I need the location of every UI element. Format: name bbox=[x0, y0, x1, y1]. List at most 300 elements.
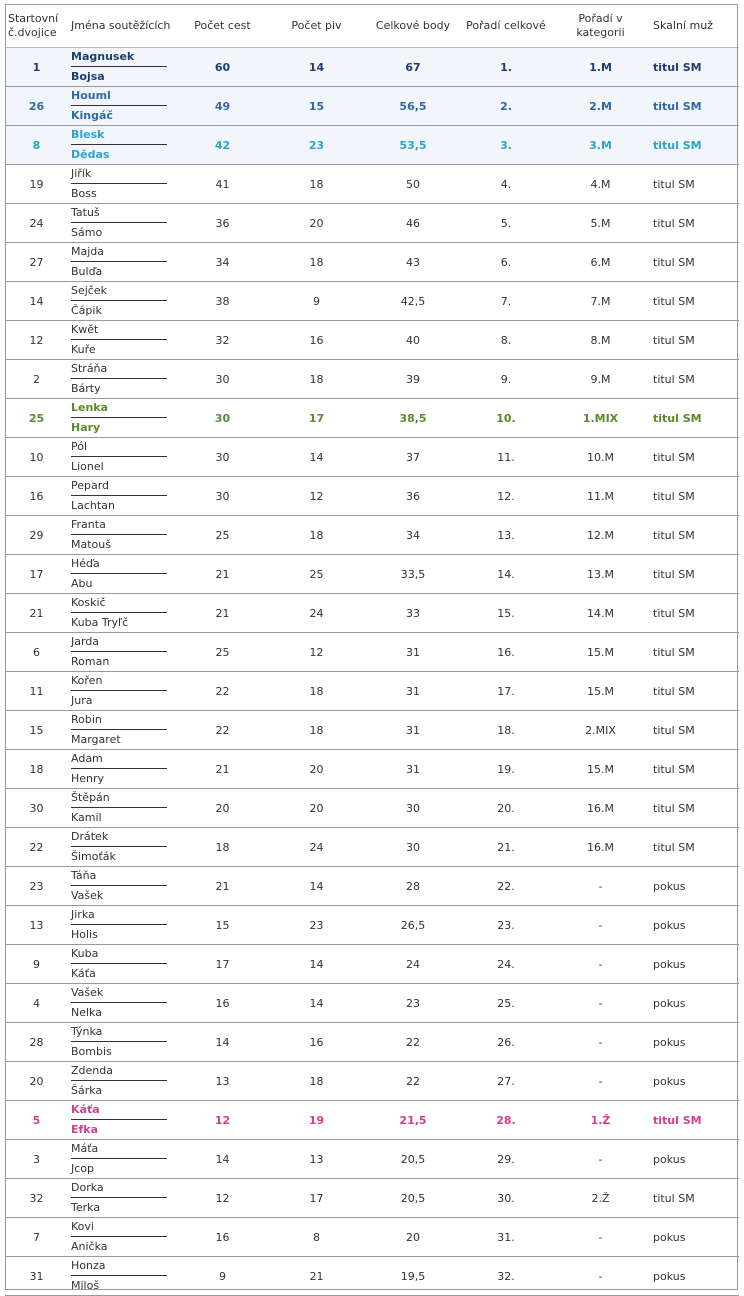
team-names bbox=[68, 906, 177, 945]
beers-count: 15 bbox=[268, 87, 365, 126]
contestant-name-1: Héďa bbox=[71, 555, 167, 574]
contestant-name-1: Blesk bbox=[71, 126, 167, 145]
trips-count: 41 bbox=[177, 165, 268, 204]
team-names bbox=[68, 1218, 177, 1257]
contestant-name-2: Kuba Tryľč bbox=[71, 616, 129, 629]
rock-man-status: pokus bbox=[650, 1062, 739, 1101]
overall-rank: 6. bbox=[461, 243, 551, 282]
overall-rank: 15. bbox=[461, 594, 551, 633]
beers-count: 14 bbox=[268, 48, 365, 87]
team-names bbox=[68, 204, 177, 243]
overall-rank: 25. bbox=[461, 984, 551, 1023]
overall-rank: 5. bbox=[461, 204, 551, 243]
category-rank: 15.M bbox=[551, 633, 650, 672]
trips-count: 21 bbox=[177, 594, 268, 633]
overall-rank: 19. bbox=[461, 750, 551, 789]
contestant-name-1: Jirka bbox=[71, 906, 167, 925]
trips-count: 36 bbox=[177, 204, 268, 243]
category-rank: - bbox=[551, 1023, 650, 1062]
contestant-name-2: Hary bbox=[71, 421, 101, 434]
category-rank: - bbox=[551, 906, 650, 945]
team-names bbox=[68, 828, 177, 867]
beers-count: 16 bbox=[268, 321, 365, 360]
rock-man-status: pokus bbox=[650, 906, 739, 945]
total-points: 46 bbox=[365, 204, 461, 243]
contestant-name-2: Boss bbox=[71, 187, 97, 200]
overall-rank: 18. bbox=[461, 711, 551, 750]
overall-rank: 12. bbox=[461, 477, 551, 516]
contestant-name-2: Kuře bbox=[71, 343, 96, 356]
category-rank: 1.Ž bbox=[551, 1101, 650, 1140]
table-row bbox=[5, 477, 739, 516]
start-number: 13 bbox=[5, 906, 68, 945]
rock-man-status: pokus bbox=[650, 984, 739, 1023]
overall-rank: 9. bbox=[461, 360, 551, 399]
total-points: 40 bbox=[365, 321, 461, 360]
category-rank: - bbox=[551, 945, 650, 984]
category-rank: 1.MIX bbox=[551, 399, 650, 438]
contestant-name-1: Dorka bbox=[71, 1179, 167, 1198]
trips-count: 16 bbox=[177, 1218, 268, 1257]
overall-rank: 20. bbox=[461, 789, 551, 828]
contestant-name-2: Miloš bbox=[71, 1279, 100, 1292]
contestant-name-1: Pepard bbox=[71, 477, 167, 496]
table-row bbox=[5, 1257, 739, 1296]
beers-count: 14 bbox=[268, 984, 365, 1023]
rock-man-status: pokus bbox=[650, 1218, 739, 1257]
start-number: 32 bbox=[5, 1179, 68, 1218]
table-row bbox=[5, 1218, 739, 1257]
team-names bbox=[68, 1023, 177, 1062]
trips-count: 32 bbox=[177, 321, 268, 360]
table-row bbox=[5, 87, 739, 126]
rock-man-status: pokus bbox=[650, 1140, 739, 1179]
start-number: 1 bbox=[5, 48, 68, 87]
beers-count: 17 bbox=[268, 1179, 365, 1218]
contestant-name-2: Sámo bbox=[71, 226, 103, 239]
category-rank: 16.M bbox=[551, 789, 650, 828]
beers-count: 12 bbox=[268, 633, 365, 672]
table-row bbox=[5, 48, 739, 87]
contestant-name-1: Zdenda bbox=[71, 1062, 167, 1081]
overall-rank: 11. bbox=[461, 438, 551, 477]
table-row bbox=[5, 282, 739, 321]
contestant-name-1: Máťa bbox=[71, 1140, 167, 1159]
team-names bbox=[68, 555, 177, 594]
overall-rank: 28. bbox=[461, 1101, 551, 1140]
contestant-name-2: Jura bbox=[71, 694, 93, 707]
table-row bbox=[5, 906, 739, 945]
total-points: 20,5 bbox=[365, 1140, 461, 1179]
team-names bbox=[68, 321, 177, 360]
trips-count: 30 bbox=[177, 477, 268, 516]
trips-count: 14 bbox=[177, 1140, 268, 1179]
trips-count: 15 bbox=[177, 906, 268, 945]
beers-count: 12 bbox=[268, 477, 365, 516]
contestant-name-2: Terka bbox=[71, 1201, 101, 1214]
start-number: 17 bbox=[5, 555, 68, 594]
rock-man-status: pokus bbox=[650, 1023, 739, 1062]
rock-man-status: titul SM bbox=[650, 360, 739, 399]
contestant-name-1: Honza bbox=[71, 1257, 167, 1276]
overall-rank: 7. bbox=[461, 282, 551, 321]
total-points: 19,5 bbox=[365, 1257, 461, 1296]
category-rank: 2.M bbox=[551, 87, 650, 126]
rock-man-status: titul SM bbox=[650, 204, 739, 243]
contestant-name-2: Jcop bbox=[71, 1162, 95, 1175]
total-points: 53,5 bbox=[365, 126, 461, 165]
trips-count: 25 bbox=[177, 633, 268, 672]
overall-rank: 26. bbox=[461, 1023, 551, 1062]
rock-man-status: titul SM bbox=[650, 165, 739, 204]
rock-man-status: titul SM bbox=[650, 1101, 739, 1140]
team-names bbox=[68, 87, 177, 126]
contestant-name-1: Štěpán bbox=[71, 789, 167, 808]
start-number: 16 bbox=[5, 477, 68, 516]
team-names bbox=[68, 360, 177, 399]
category-rank: - bbox=[551, 1257, 650, 1296]
contestant-name-1: Jarda bbox=[71, 633, 167, 652]
overall-rank: 13. bbox=[461, 516, 551, 555]
category-rank: - bbox=[551, 1140, 650, 1179]
table-row bbox=[5, 828, 739, 867]
rock-man-status: titul SM bbox=[650, 438, 739, 477]
category-rank: 2.Ž bbox=[551, 1179, 650, 1218]
category-rank: 6.M bbox=[551, 243, 650, 282]
contestant-name-2: Margaret bbox=[71, 733, 121, 746]
overall-rank: 8. bbox=[461, 321, 551, 360]
table-row bbox=[5, 165, 739, 204]
contestant-name-1: Táňa bbox=[71, 867, 167, 886]
beers-count: 20 bbox=[268, 204, 365, 243]
start-number: 6 bbox=[5, 633, 68, 672]
total-points: 24 bbox=[365, 945, 461, 984]
beers-count: 13 bbox=[268, 1140, 365, 1179]
category-rank: 5.M bbox=[551, 204, 650, 243]
rock-man-status: titul SM bbox=[650, 594, 739, 633]
overall-rank: 17. bbox=[461, 672, 551, 711]
trips-count: 20 bbox=[177, 789, 268, 828]
contestant-name-2: Kingáč bbox=[71, 109, 113, 122]
contestant-name-2: Bombis bbox=[71, 1045, 112, 1058]
trips-count: 25 bbox=[177, 516, 268, 555]
overall-rank: 32. bbox=[461, 1257, 551, 1296]
team-names bbox=[68, 1062, 177, 1101]
total-points: 22 bbox=[365, 1062, 461, 1101]
rock-man-status: titul SM bbox=[650, 87, 739, 126]
contestant-name-1: Lenka bbox=[71, 399, 167, 418]
total-points: 23 bbox=[365, 984, 461, 1023]
total-points: 33 bbox=[365, 594, 461, 633]
total-points: 42,5 bbox=[365, 282, 461, 321]
overall-rank: 1. bbox=[461, 48, 551, 87]
rock-man-status: titul SM bbox=[650, 399, 739, 438]
team-names bbox=[68, 711, 177, 750]
rock-man-status: titul SM bbox=[650, 672, 739, 711]
rock-man-status: titul SM bbox=[650, 750, 739, 789]
total-points: 22 bbox=[365, 1023, 461, 1062]
start-number: 9 bbox=[5, 945, 68, 984]
contestant-name-1: Kwět bbox=[71, 321, 167, 340]
category-rank: - bbox=[551, 1218, 650, 1257]
contestant-name-2: Lachtan bbox=[71, 499, 115, 512]
beers-count: 21 bbox=[268, 1257, 365, 1296]
rock-man-status: pokus bbox=[650, 1257, 739, 1296]
rock-man-status: titul SM bbox=[650, 516, 739, 555]
table-row bbox=[5, 516, 739, 555]
total-points: 37 bbox=[365, 438, 461, 477]
category-rank: 15.M bbox=[551, 750, 650, 789]
overall-rank: 23. bbox=[461, 906, 551, 945]
beers-count: 18 bbox=[268, 243, 365, 282]
contestant-name-2: Dědas bbox=[71, 148, 110, 161]
category-rank: 14.M bbox=[551, 594, 650, 633]
header-overall-rank: Pořadí celkové bbox=[461, 4, 551, 48]
trips-count: 38 bbox=[177, 282, 268, 321]
rock-man-status: titul SM bbox=[650, 711, 739, 750]
header-rock-man: Skalní muž bbox=[650, 4, 739, 48]
table-row bbox=[5, 1140, 739, 1179]
trips-count: 14 bbox=[177, 1023, 268, 1062]
contestant-name-2: Lionel bbox=[71, 460, 104, 473]
team-names bbox=[68, 399, 177, 438]
beers-count: 20 bbox=[268, 789, 365, 828]
beers-count: 18 bbox=[268, 516, 365, 555]
category-rank: 9.M bbox=[551, 360, 650, 399]
trips-count: 30 bbox=[177, 399, 268, 438]
team-names bbox=[68, 126, 177, 165]
contestant-name-1: Týnka bbox=[71, 1023, 167, 1042]
trips-count: 12 bbox=[177, 1179, 268, 1218]
rock-man-status: titul SM bbox=[650, 321, 739, 360]
start-number: 4 bbox=[5, 984, 68, 1023]
beers-count: 8 bbox=[268, 1218, 365, 1257]
trips-count: 22 bbox=[177, 672, 268, 711]
category-rank: 11.M bbox=[551, 477, 650, 516]
rock-man-status: titul SM bbox=[650, 555, 739, 594]
table-row bbox=[5, 1179, 739, 1218]
trips-count: 22 bbox=[177, 711, 268, 750]
table-row bbox=[5, 399, 739, 438]
team-names bbox=[68, 243, 177, 282]
start-number: 11 bbox=[5, 672, 68, 711]
contestant-name-2: Šárka bbox=[71, 1084, 103, 1097]
start-number: 14 bbox=[5, 282, 68, 321]
overall-rank: 4. bbox=[461, 165, 551, 204]
contestant-name-2: Kamil bbox=[71, 811, 102, 824]
contestant-name-1: Pól bbox=[71, 438, 167, 457]
contestant-name-2: Bárty bbox=[71, 382, 101, 395]
team-names bbox=[68, 516, 177, 555]
total-points: 39 bbox=[365, 360, 461, 399]
overall-rank: 31. bbox=[461, 1218, 551, 1257]
contestant-name-2: Abu bbox=[71, 577, 93, 590]
trips-count: 9 bbox=[177, 1257, 268, 1296]
total-points: 43 bbox=[365, 243, 461, 282]
header-beers: Počet piv bbox=[268, 4, 365, 48]
trips-count: 21 bbox=[177, 750, 268, 789]
beers-count: 14 bbox=[268, 867, 365, 906]
start-number: 25 bbox=[5, 399, 68, 438]
start-number: 15 bbox=[5, 711, 68, 750]
team-names bbox=[68, 477, 177, 516]
team-names bbox=[68, 282, 177, 321]
contestant-name-1: Kovi bbox=[71, 1218, 167, 1237]
overall-rank: 3. bbox=[461, 126, 551, 165]
header-trips: Počet cest bbox=[177, 4, 268, 48]
contestant-name-2: Káťa bbox=[71, 967, 96, 980]
team-names bbox=[68, 594, 177, 633]
trips-count: 30 bbox=[177, 360, 268, 399]
team-names bbox=[68, 1140, 177, 1179]
contestant-name-1: Káťa bbox=[71, 1101, 167, 1120]
category-rank: - bbox=[551, 867, 650, 906]
total-points: 31 bbox=[365, 750, 461, 789]
contestant-name-2: Šimoťák bbox=[71, 850, 116, 863]
rock-man-status: titul SM bbox=[650, 828, 739, 867]
start-number: 22 bbox=[5, 828, 68, 867]
table-row bbox=[5, 984, 739, 1023]
trips-count: 49 bbox=[177, 87, 268, 126]
table-row bbox=[5, 750, 739, 789]
beers-count: 25 bbox=[268, 555, 365, 594]
contestant-name-2: Efka bbox=[71, 1123, 99, 1136]
table-row bbox=[5, 1062, 739, 1101]
start-number: 24 bbox=[5, 204, 68, 243]
rock-man-status: titul SM bbox=[650, 477, 739, 516]
team-names bbox=[68, 1179, 177, 1218]
contestant-name-1: Vašek bbox=[71, 984, 167, 1003]
trips-count: 34 bbox=[177, 243, 268, 282]
trips-count: 60 bbox=[177, 48, 268, 87]
total-points: 20,5 bbox=[365, 1179, 461, 1218]
total-points: 34 bbox=[365, 516, 461, 555]
team-names bbox=[68, 945, 177, 984]
header-category-rank: Pořadí v kategorii bbox=[551, 4, 650, 48]
beers-count: 16 bbox=[268, 1023, 365, 1062]
total-points: 67 bbox=[365, 48, 461, 87]
rock-man-status: titul SM bbox=[650, 633, 739, 672]
category-rank: 8.M bbox=[551, 321, 650, 360]
beers-count: 24 bbox=[268, 828, 365, 867]
start-number: 29 bbox=[5, 516, 68, 555]
start-number: 31 bbox=[5, 1257, 68, 1296]
start-number: 26 bbox=[5, 87, 68, 126]
table-row bbox=[5, 243, 739, 282]
trips-count: 42 bbox=[177, 126, 268, 165]
table-row bbox=[5, 633, 739, 672]
team-names bbox=[68, 867, 177, 906]
start-number: 5 bbox=[5, 1101, 68, 1140]
overall-rank: 29. bbox=[461, 1140, 551, 1179]
rock-man-status: titul SM bbox=[650, 282, 739, 321]
header-total-points: Celkové body bbox=[365, 4, 461, 48]
trips-count: 21 bbox=[177, 555, 268, 594]
header-names: Jména soutěžících bbox=[68, 4, 177, 48]
beers-count: 9 bbox=[268, 282, 365, 321]
total-points: 33,5 bbox=[365, 555, 461, 594]
table-row bbox=[5, 1023, 739, 1062]
beers-count: 20 bbox=[268, 750, 365, 789]
start-number: 27 bbox=[5, 243, 68, 282]
contestant-name-2: Bulďa bbox=[71, 265, 103, 278]
trips-count: 16 bbox=[177, 984, 268, 1023]
start-number: 8 bbox=[5, 126, 68, 165]
category-rank: - bbox=[551, 1062, 650, 1101]
contestant-name-1: Robin bbox=[71, 711, 167, 730]
start-number: 28 bbox=[5, 1023, 68, 1062]
contestant-name-1: Kořen bbox=[71, 672, 167, 691]
table-row bbox=[5, 945, 739, 984]
team-names bbox=[68, 789, 177, 828]
beers-count: 18 bbox=[268, 672, 365, 711]
category-rank: 2.MIX bbox=[551, 711, 650, 750]
overall-rank: 22. bbox=[461, 867, 551, 906]
contestant-name-1: Franta bbox=[71, 516, 167, 535]
beers-count: 18 bbox=[268, 360, 365, 399]
table-row bbox=[5, 1101, 739, 1140]
team-names bbox=[68, 1257, 177, 1296]
team-names bbox=[68, 1101, 177, 1140]
total-points: 31 bbox=[365, 633, 461, 672]
team-names bbox=[68, 672, 177, 711]
team-names bbox=[68, 984, 177, 1023]
start-number: 7 bbox=[5, 1218, 68, 1257]
start-number: 2 bbox=[5, 360, 68, 399]
table-row bbox=[5, 711, 739, 750]
trips-count: 13 bbox=[177, 1062, 268, 1101]
contestant-name-2: Matouš bbox=[71, 538, 111, 551]
table-row bbox=[5, 789, 739, 828]
table-row bbox=[5, 126, 739, 165]
beers-count: 14 bbox=[268, 945, 365, 984]
category-rank: 10.M bbox=[551, 438, 650, 477]
contestant-name-1: Majda bbox=[71, 243, 167, 262]
total-points: 26,5 bbox=[365, 906, 461, 945]
total-points: 21,5 bbox=[365, 1101, 461, 1140]
beers-count: 19 bbox=[268, 1101, 365, 1140]
contestant-name-1: Houml bbox=[71, 87, 167, 106]
team-names bbox=[68, 438, 177, 477]
contestant-name-1: Stráňa bbox=[71, 360, 167, 379]
overall-rank: 2. bbox=[461, 87, 551, 126]
table-row bbox=[5, 360, 739, 399]
overall-rank: 14. bbox=[461, 555, 551, 594]
table-row bbox=[5, 594, 739, 633]
trips-count: 18 bbox=[177, 828, 268, 867]
start-number: 21 bbox=[5, 594, 68, 633]
overall-rank: 30. bbox=[461, 1179, 551, 1218]
category-rank: 4.M bbox=[551, 165, 650, 204]
total-points: 36 bbox=[365, 477, 461, 516]
trips-count: 12 bbox=[177, 1101, 268, 1140]
rock-man-status: titul SM bbox=[650, 789, 739, 828]
start-number: 23 bbox=[5, 867, 68, 906]
contestant-name-1: Koskič bbox=[71, 594, 167, 613]
contestant-name-2: Anička bbox=[71, 1240, 108, 1253]
total-points: 38,5 bbox=[365, 399, 461, 438]
beers-count: 23 bbox=[268, 906, 365, 945]
total-points: 28 bbox=[365, 867, 461, 906]
contestant-name-1: Magnusek bbox=[71, 48, 167, 67]
start-number: 10 bbox=[5, 438, 68, 477]
rock-man-status: titul SM bbox=[650, 48, 739, 87]
team-names bbox=[68, 48, 177, 87]
rock-man-status: titul SM bbox=[650, 126, 739, 165]
beers-count: 14 bbox=[268, 438, 365, 477]
table-body bbox=[5, 48, 739, 1296]
category-rank: 15.M bbox=[551, 672, 650, 711]
